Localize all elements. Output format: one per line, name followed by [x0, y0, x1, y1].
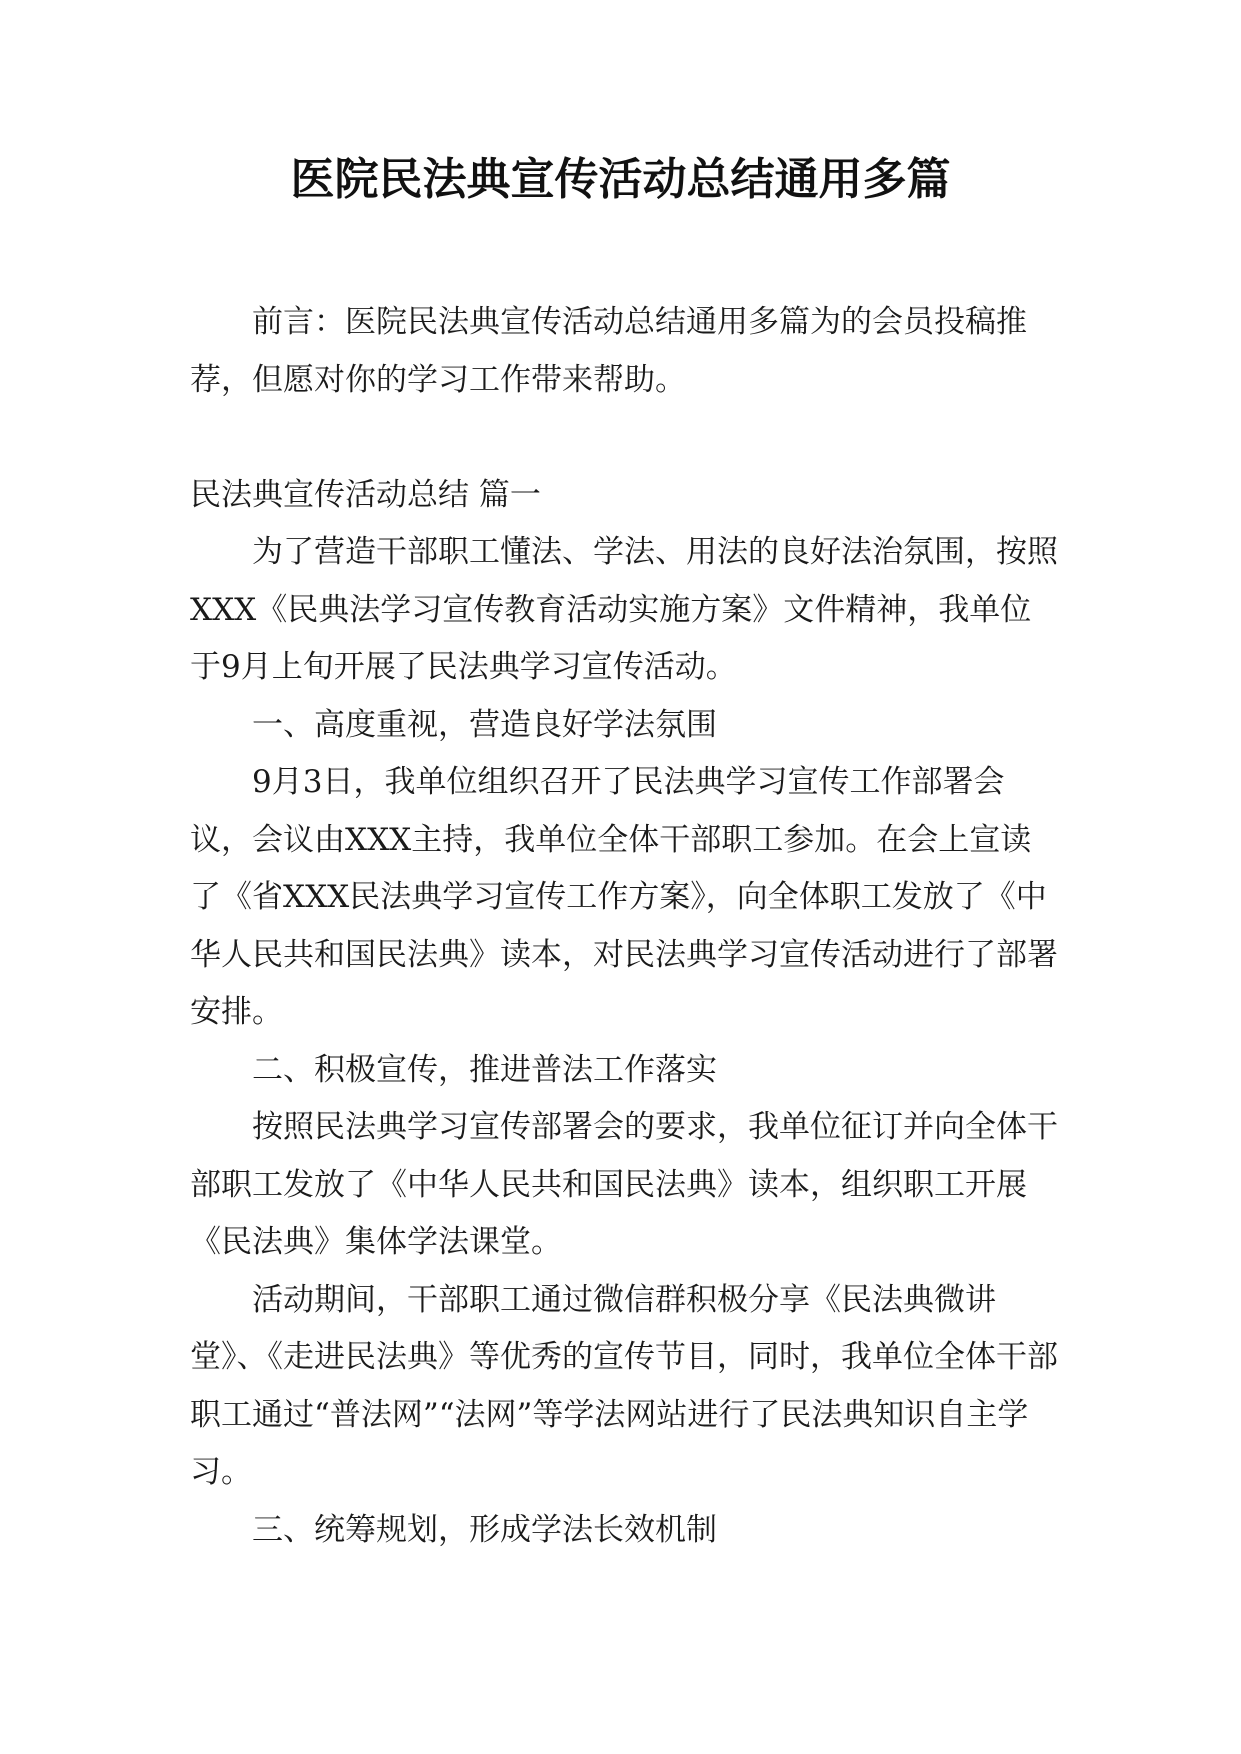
paragraph-intro: 为了营造干部职工懂法、学法、用法的良好法治氛围，按照XXX《民典法学习宣传教育活动实施方案》文件精神，我单位于9月上旬开展了民法典学习宣传活动。	[190, 534, 1058, 685]
heading-one: 一、高度重视，营造良好学法氛围	[252, 706, 717, 743]
paragraph-activities: 活动期间，干部职工通过微信群积极分享《民法典微讲堂》、《走进民法典》等优秀的宣传节目，同时，我单位全体干部职工通过“普法网”“法网”等学法网站进行了民法典知识自主学习。	[190, 1281, 1058, 1490]
preface-paragraph: 前言：医院民法典宣传活动总结通用多篇为的会员投稿推荐，但愿对你的学习工作带来帮助。	[190, 304, 1027, 398]
section-title: 民法典宣传活动总结 篇一	[190, 476, 541, 513]
heading-three: 三、统筹规划，形成学法长效机制	[252, 1511, 717, 1548]
document-title: 医院民法典宣传活动总结通用多篇	[290, 154, 951, 205]
paragraph-distribution: 按照民法典学习宣传部署会的要求，我单位征订并向全体干部职工发放了《中华人民共和国民法典》读本，组织职工开展《民法典》集体学法课堂。	[190, 1109, 1058, 1260]
heading-two: 二、积极宣传，推进普法工作落实	[252, 1051, 717, 1088]
paragraph-meeting: 9月3日，我单位组织召开了民法典学习宣传工作部署会议，会议由XXX主持，我单位全体干部职工参加。在会上宣读了《省XXX民法典学习宣传工作方案》，向全体职工发放了《中华人民共和国民法典》读本，对民法典学习宣传活动进行了部署安排。	[190, 764, 1058, 1030]
blank-line	[190, 409, 1060, 467]
document-body	[190, 294, 1060, 1559]
